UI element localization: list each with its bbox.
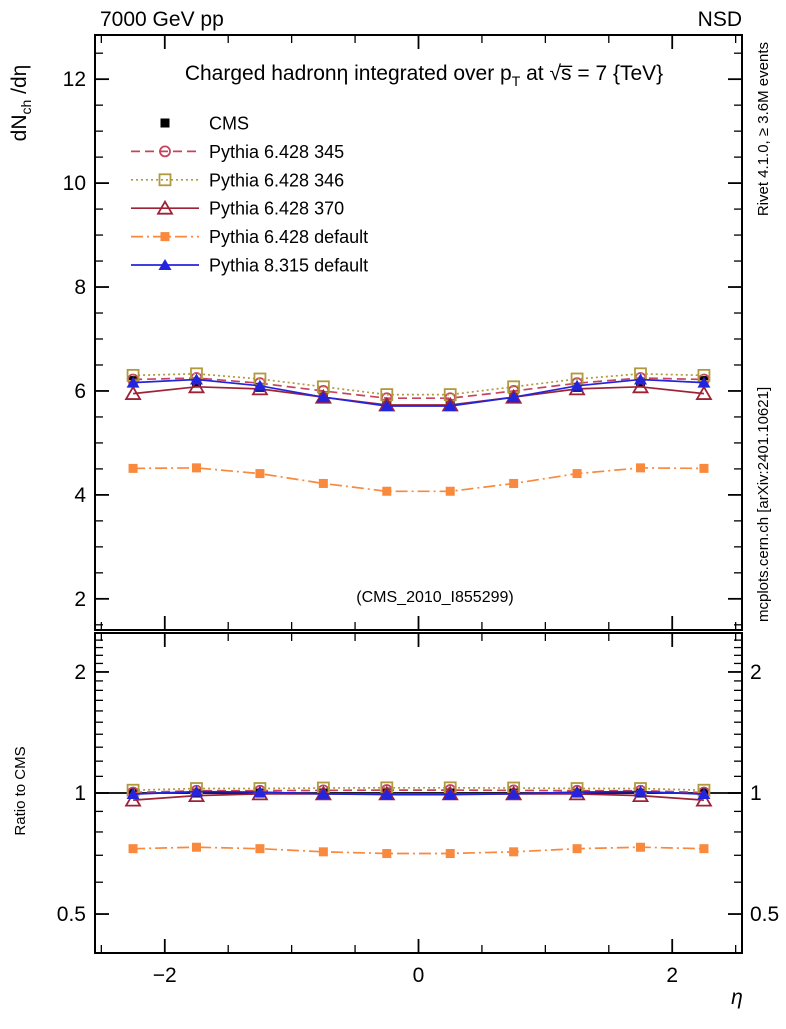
tick-label: 2	[74, 660, 86, 684]
tick-label: 2	[750, 660, 762, 684]
data-marker	[192, 463, 201, 472]
data-marker	[636, 463, 645, 472]
data-marker	[382, 487, 391, 496]
tick-label: 1	[74, 782, 86, 805]
series-line	[133, 374, 704, 395]
legend-label: Pythia 8.315 default	[209, 255, 369, 276]
data-marker	[319, 479, 328, 488]
mcplots-arxiv-note: mcplots.cern.ch [arXiv:2401.10621]	[755, 386, 772, 622]
ratio-y-axis-label: Ratio to CMS	[12, 746, 29, 836]
legend-label: Pythia 6.428 345	[209, 141, 345, 162]
data-marker	[446, 487, 455, 496]
series-line	[133, 380, 704, 407]
data-marker	[699, 464, 708, 473]
data-marker	[509, 479, 518, 488]
tick-label: 8	[74, 276, 86, 300]
tick-label: 0.5	[56, 903, 86, 927]
data-marker	[319, 847, 328, 856]
data-marker	[192, 843, 201, 852]
tick-label: 2	[74, 587, 86, 611]
main-panel-frame	[95, 35, 742, 630]
legend-label: Pythia 6.428 370	[209, 198, 345, 219]
analysis-id-watermark: (CMS_2010_I855299)	[356, 589, 514, 606]
data-marker	[573, 844, 582, 853]
tick-label: 1	[750, 782, 762, 805]
data-marker	[699, 844, 708, 853]
data-marker	[129, 844, 138, 853]
tick-label: 10	[62, 172, 86, 196]
series-line	[133, 468, 704, 491]
rivet-version-note: Rivet 4.1.0, ≥ 3.6M events	[755, 42, 772, 217]
main-y-axis-label: $dN_{ch}$ /dη	[8, 64, 34, 142]
tick-label: 0	[412, 964, 425, 987]
tick-label: 0.5	[750, 903, 780, 927]
data-marker	[446, 849, 455, 858]
plot-title: Charged hadronη integrated over $p_T$ at √s̅ = 7 {TeV}	[184, 62, 664, 89]
beam-energy-label: 7000 GeV pp	[100, 8, 224, 31]
series-line	[133, 847, 704, 853]
data-marker	[161, 119, 170, 128]
data-marker	[573, 469, 582, 478]
data-marker	[509, 847, 518, 856]
data-marker	[161, 232, 170, 241]
chart-layer	[57, 35, 779, 987]
series-line	[133, 387, 704, 405]
data-marker	[255, 469, 264, 478]
tick-label: 12	[62, 68, 86, 92]
data-marker	[255, 844, 264, 853]
tick-label: 2	[666, 964, 679, 987]
legend-label: Pythia 6.428 346	[209, 170, 345, 191]
tick-label: −2	[152, 964, 177, 987]
tick-label: 6	[74, 379, 86, 403]
legend-label: CMS	[209, 113, 249, 134]
data-marker	[382, 849, 391, 858]
legend-label: Pythia 6.428 default	[209, 227, 369, 248]
x-axis-label: η	[731, 986, 743, 1009]
data-marker	[636, 843, 645, 852]
data-marker	[129, 464, 138, 473]
tick-label: 4	[74, 483, 86, 507]
event-class-label: NSD	[697, 8, 742, 31]
